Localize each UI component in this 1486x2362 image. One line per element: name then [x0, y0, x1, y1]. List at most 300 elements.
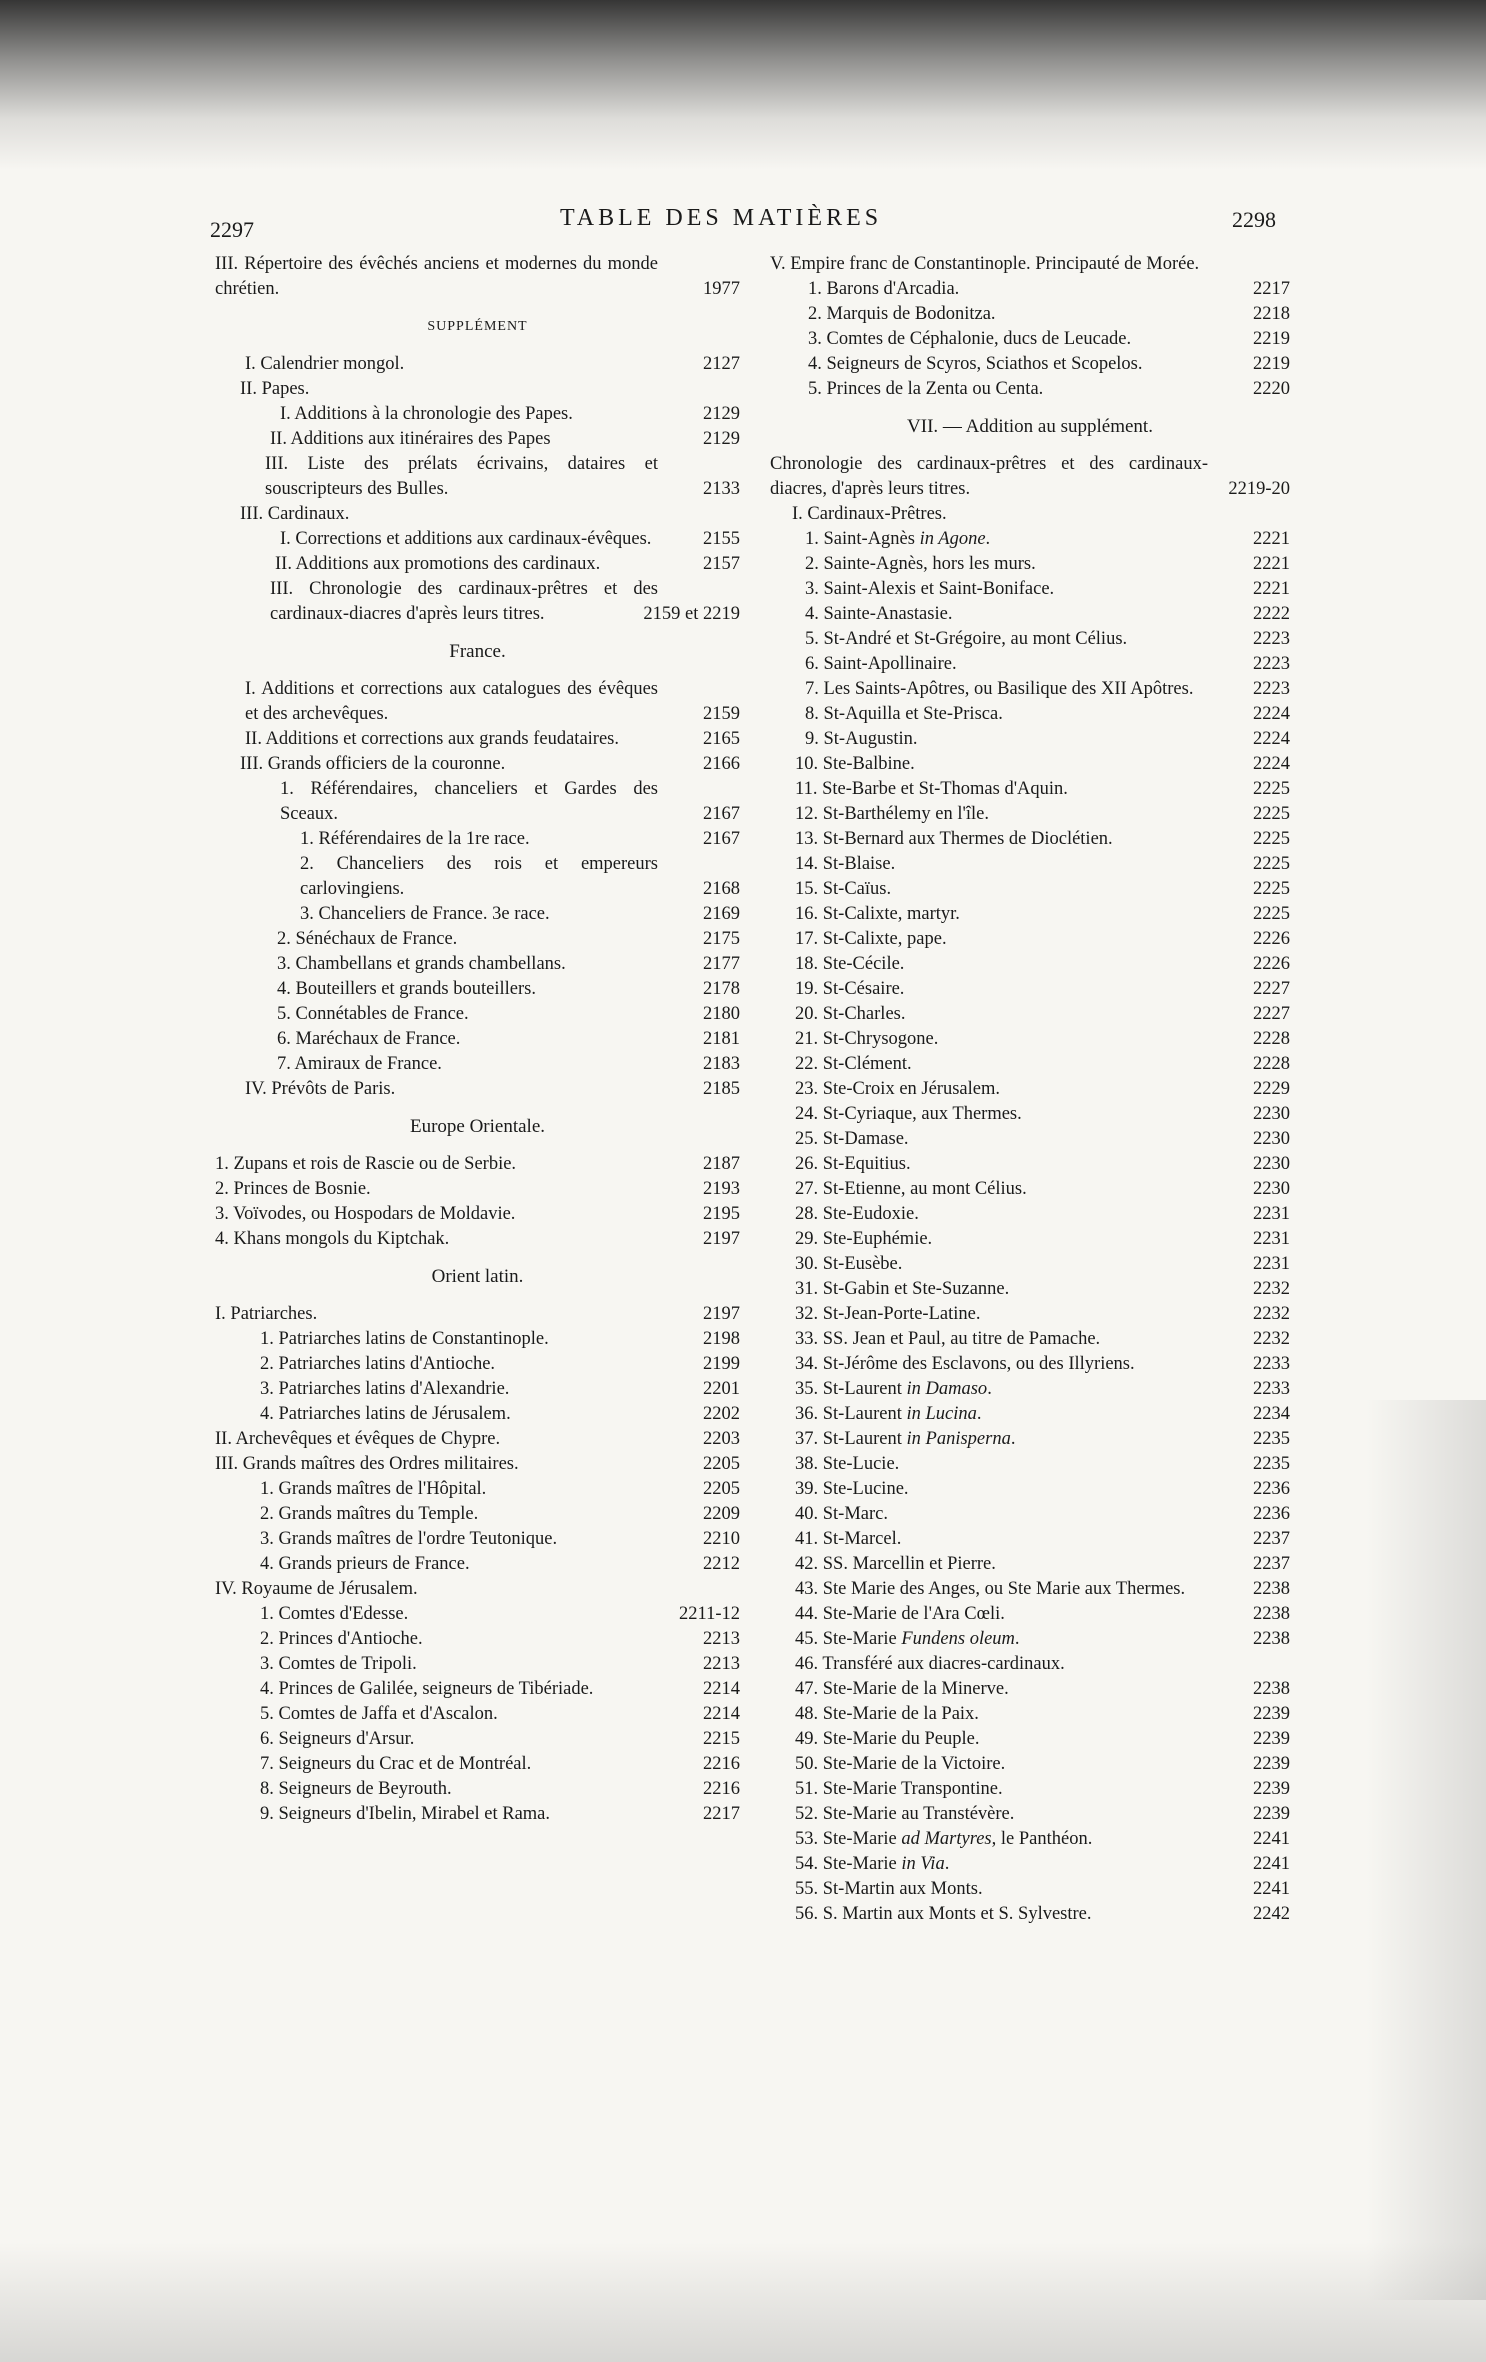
toc-entry — [215, 927, 740, 952]
toc-entry — [215, 1402, 740, 1427]
toc-entry-label: 4. Khans mongols du Kiptchak. — [215, 1229, 450, 1249]
toc-entry-label: 4. Grands prieurs de France. — [260, 1554, 470, 1574]
toc-page-number: 2166 — [703, 754, 740, 774]
toc-entry-label: 29. Ste-Euphémie. — [795, 1229, 933, 1249]
toc-entry — [770, 877, 1290, 902]
toc-page-number: 2218 — [1253, 304, 1290, 324]
toc-entry-label: 3. Voïvodes, ou Hospodars de Moldavie. — [215, 1204, 516, 1224]
toc-entry-label: 2. Princes d'Antioche. — [260, 1629, 423, 1649]
toc-page-number: 2231 — [1253, 1229, 1290, 1249]
toc-entry-label: 1. Barons d'Arcadia. — [808, 279, 960, 299]
scan-shadow-right — [1366, 1400, 1486, 2300]
toc-entry-label: 8. Seigneurs de Beyrouth. — [260, 1779, 452, 1799]
toc-entry — [770, 777, 1290, 802]
toc-page-number: 2180 — [703, 1004, 740, 1024]
toc-page-number: 2215 — [703, 1729, 740, 1749]
toc-page-number: 2165 — [703, 729, 740, 749]
toc-entry — [215, 1302, 740, 1327]
toc-entry-label: 25. St-Damase. — [795, 1129, 909, 1149]
scan-shadow-bottom — [0, 2242, 1486, 2362]
toc-entry — [770, 902, 1290, 927]
toc-entry-label: Chronologie des cardinaux-prêtres et des cardinaux-diacres, d'après leurs titres. — [770, 454, 1208, 499]
toc-page-number: 2213 — [703, 1654, 740, 1674]
toc-entry-label: II. Archevêques et évêques de Chypre. — [215, 1429, 501, 1449]
toc-entry-label: 19. St-Césaire. — [795, 979, 905, 999]
toc-page-number: 2203 — [703, 1429, 740, 1449]
toc-entry-label: I. Additions et corrections aux catalogues des évêques et des archevêques. — [245, 679, 658, 724]
toc-entry-label: 4. Sainte-Anastasie. — [805, 604, 953, 624]
toc-page-number: 2230 — [1253, 1179, 1290, 1199]
toc-entry — [770, 1477, 1290, 1502]
toc-entry — [215, 1077, 740, 1102]
toc-entry — [770, 1202, 1290, 1227]
toc-entry-label: 5. Connétables de France. — [277, 1004, 469, 1024]
toc-page-number: 2223 — [1253, 654, 1290, 674]
toc-entry — [770, 1577, 1290, 1602]
toc-page-number: 2230 — [1253, 1154, 1290, 1174]
toc-page-number: 2199 — [703, 1354, 740, 1374]
toc-entry-label: 44. Ste-Marie de l'Ara Cœli. — [795, 1604, 1005, 1624]
toc-entry-label: IV. Royaume de Jérusalem. — [215, 1579, 418, 1599]
toc-entry — [770, 752, 1290, 777]
toc-entry — [215, 1502, 740, 1527]
toc-entry — [770, 1877, 1290, 1902]
toc-entry-label: 41. St-Marcel. — [795, 1529, 902, 1549]
toc-entry — [215, 1427, 740, 1452]
toc-entry-label: III. Cardinaux. — [240, 504, 350, 524]
toc-entry-label: 35. St-Laurent in Damaso. — [795, 1379, 992, 1399]
toc-entry — [770, 727, 1290, 752]
toc-page-number: 2234 — [1253, 1404, 1290, 1424]
toc-page-number: 2210 — [703, 1529, 740, 1549]
toc-page-number: 2238 — [1253, 1679, 1290, 1699]
toc-entry-label: 52. Ste-Marie au Transtévère. — [795, 1804, 1015, 1824]
toc-page-number: 2177 — [703, 954, 740, 974]
toc-entry-label: 1. Comtes d'Edesse. — [260, 1604, 409, 1624]
toc-entry — [215, 952, 740, 977]
toc-entry-label: 32. St-Jean-Porte-Latine. — [795, 1304, 981, 1324]
toc-entry-label: 22. St-Clément. — [795, 1054, 912, 1074]
toc-page-number: 2197 — [703, 1229, 740, 1249]
toc-entry — [770, 952, 1290, 977]
toc-entry-label: 31. St-Gabin et Ste-Suzanne. — [795, 1279, 1010, 1299]
toc-page-number: 2239 — [1253, 1754, 1290, 1774]
toc-entry-label: 12. St-Barthélemy en l'île. — [795, 804, 989, 824]
toc-page-number: 2213 — [703, 1629, 740, 1649]
toc-entry-label: 28. Ste-Eudoxie. — [795, 1204, 919, 1224]
toc-entry-label: 7. Les Saints-Apôtres, ou Basilique des XII Apôtres. — [805, 679, 1194, 699]
toc-entry — [770, 252, 1290, 277]
toc-entry — [215, 1552, 740, 1577]
toc-entry — [770, 1127, 1290, 1152]
toc-entry — [215, 827, 740, 852]
toc-entry — [770, 1602, 1290, 1627]
toc-entry — [215, 1677, 740, 1702]
toc-entry — [215, 727, 740, 752]
toc-page-number: 2238 — [1253, 1604, 1290, 1624]
running-title: TABLE DES MATIÈRES — [560, 205, 883, 231]
toc-entry — [215, 1452, 740, 1477]
toc-entry-label: I. Cardinaux-Prêtres. — [792, 504, 947, 524]
toc-entry — [770, 302, 1290, 327]
toc-entry-label: II. Additions aux promotions des cardinaux. — [275, 554, 601, 574]
toc-entry-label: 55. St-Martin aux Monts. — [795, 1879, 983, 1899]
toc-entry — [770, 1527, 1290, 1552]
toc-entry — [215, 1002, 740, 1027]
toc-entry-italic: ad Martyres — [901, 1829, 992, 1849]
toc-entry-label: 5. Princes de la Zenta ou Centa. — [808, 379, 1044, 399]
toc-entry — [770, 1427, 1290, 1452]
toc-page-number: 2232 — [1253, 1304, 1290, 1324]
toc-entry-label: 5. Comtes de Jaffa et d'Ascalon. — [260, 1704, 498, 1724]
toc-entry — [215, 352, 740, 377]
toc-entry — [770, 627, 1290, 652]
toc-entry — [215, 427, 740, 452]
toc-entry — [770, 1227, 1290, 1252]
toc-entry-label: 18. Ste-Cécile. — [795, 954, 905, 974]
toc-entry-italic: in Via — [901, 1854, 945, 1874]
toc-entry — [215, 977, 740, 1002]
toc-entry-label: 20. St-Charles. — [795, 1004, 906, 1024]
toc-page-number: 2198 — [703, 1329, 740, 1349]
toc-entry-label: 45. Ste-Marie Fundens oleum. — [795, 1629, 1020, 1649]
toc-entry — [770, 1802, 1290, 1827]
toc-entry — [770, 352, 1290, 377]
toc-page-number: 2220 — [1253, 379, 1290, 399]
toc-page-number: 2237 — [1253, 1554, 1290, 1574]
toc-entry — [770, 1902, 1290, 1927]
toc-entry — [215, 1627, 740, 1652]
toc-page-number: 2157 — [703, 554, 740, 574]
section-heading: Europe Orientale. — [409, 1116, 546, 1137]
toc-entry-label: 16. St-Calixte, martyr. — [795, 904, 960, 924]
toc-entry-label: 1. Référendaires, chanceliers et Gardes des Sceaux. — [280, 779, 658, 824]
toc-entry — [770, 927, 1290, 952]
toc-entry-label: II. Papes. — [240, 379, 310, 399]
toc-entry — [215, 1477, 740, 1502]
toc-page-number: 2241 — [1253, 1854, 1290, 1874]
toc-entry-label: 9. Seigneurs d'Ibelin, Mirabel et Rama. — [260, 1804, 551, 1824]
toc-page-number: 2223 — [1253, 679, 1290, 699]
toc-page-number: 2224 — [1253, 704, 1290, 724]
toc-page-number: 2225 — [1253, 904, 1290, 924]
toc-entry — [770, 1027, 1290, 1052]
toc-entry — [770, 577, 1290, 602]
toc-entry — [215, 1152, 740, 1177]
toc-page-number: 2168 — [703, 879, 740, 899]
toc-entry — [215, 1177, 740, 1202]
toc-entry-label: 9. St-Augustin. — [805, 729, 918, 749]
toc-entry-label: III. Chronologie des cardinaux-prêtres et des cardinaux-diacres d'après leurs titres. — [270, 579, 658, 624]
toc-page-number: 1977 — [703, 279, 740, 299]
toc-entry — [770, 552, 1290, 577]
toc-entry-label: 1. Saint-Agnès in Agone. — [805, 529, 991, 549]
section-heading: Orient latin. — [431, 1266, 524, 1287]
toc-entry-label: 26. St-Equitius. — [795, 1154, 911, 1174]
toc-entry — [770, 1402, 1290, 1427]
toc-page-number: 2238 — [1253, 1629, 1290, 1649]
toc-entry-label: 42. SS. Marcellin et Pierre. — [795, 1554, 996, 1574]
toc-entry-label: III. Répertoire des évêchés anciens et modernes du monde chrétien. — [215, 254, 658, 299]
toc-page-number: 2232 — [1253, 1279, 1290, 1299]
toc-entry-label: 1. Grands maîtres de l'Hôpital. — [260, 1479, 487, 1499]
toc-page-number: 2133 — [703, 479, 740, 499]
toc-entry-label: 1. Patriarches latins de Constantinople. — [260, 1329, 549, 1349]
toc-entry-label: 6. Seigneurs d'Arsur. — [260, 1729, 415, 1749]
toc-page-number: 2214 — [703, 1679, 740, 1699]
toc-entry — [770, 1052, 1290, 1077]
toc-page-number: 2155 — [703, 529, 740, 549]
toc-page-number: 2225 — [1253, 779, 1290, 799]
toc-entry — [215, 1702, 740, 1727]
toc-entry — [770, 277, 1290, 302]
toc-entry-label: 4. Princes de Galilée, seigneurs de Tibériade. — [260, 1679, 594, 1699]
toc-page-number: 2226 — [1253, 954, 1290, 974]
toc-page-number: 2239 — [1253, 1729, 1290, 1749]
toc-page-number: 2225 — [1253, 879, 1290, 899]
toc-entry-label: I. Additions à la chronologie des Papes. — [280, 404, 573, 424]
toc-entry — [215, 377, 740, 402]
toc-entry — [215, 852, 740, 902]
toc-entry-label: 3. Saint-Alexis et Saint-Boniface. — [805, 579, 1055, 599]
toc-entry-label: 47. Ste-Marie de la Minerve. — [795, 1679, 1009, 1699]
toc-page-number: 2227 — [1253, 1004, 1290, 1024]
page-header — [0, 205, 1486, 245]
toc-entry — [215, 1027, 740, 1052]
toc-entry-label: 48. Ste-Marie de la Paix. — [795, 1704, 979, 1724]
toc-entry — [770, 602, 1290, 627]
toc-page-number: 2217 — [703, 1804, 740, 1824]
toc-entry — [215, 402, 740, 427]
toc-entry — [215, 902, 740, 927]
toc-page-number: 2209 — [703, 1504, 740, 1524]
toc-entry-label: 6. Saint-Apollinaire. — [805, 654, 957, 674]
toc-entry — [770, 1302, 1290, 1327]
toc-entry-label: 2. Princes de Bosnie. — [215, 1179, 371, 1199]
toc-page-number: 2225 — [1253, 804, 1290, 824]
toc-entry — [215, 502, 740, 527]
toc-entry — [770, 452, 1290, 502]
toc-page-number: 2230 — [1253, 1104, 1290, 1124]
toc-entry — [215, 1202, 740, 1227]
toc-page-number: 2175 — [703, 929, 740, 949]
toc-page-number: 2202 — [703, 1404, 740, 1424]
toc-entry-label: 1. Zupans et rois de Rascie ou de Serbie. — [215, 1154, 517, 1174]
toc-entry — [770, 377, 1290, 402]
section-heading: France. — [449, 641, 506, 662]
toc-entry — [770, 327, 1290, 352]
toc-entry-label: 40. St-Marc. — [795, 1504, 888, 1524]
toc-entry — [770, 1852, 1290, 1877]
toc-page-number: 2233 — [1253, 1379, 1290, 1399]
toc-page-number: 2235 — [1253, 1429, 1290, 1449]
toc-page-number: 2219 — [1253, 354, 1290, 374]
toc-entry — [215, 777, 740, 827]
toc-entry — [215, 527, 740, 552]
toc-entry — [215, 1602, 740, 1627]
toc-entry-label: 14. St-Blaise. — [795, 854, 896, 874]
toc-entry-label: 6. Maréchaux de France. — [277, 1029, 461, 1049]
toc-entry-label: 27. St-Etienne, au mont Célius. — [795, 1179, 1027, 1199]
toc-entry — [215, 1352, 740, 1377]
toc-page-number: 2127 — [703, 354, 740, 374]
toc-entry — [770, 1752, 1290, 1777]
toc-page-number: 2241 — [1253, 1829, 1290, 1849]
toc-entry — [770, 1252, 1290, 1277]
toc-entry-label: 8. St-Aquilla et Ste-Prisca. — [805, 704, 1003, 724]
toc-page-number: 2239 — [1253, 1779, 1290, 1799]
toc-entry-label: III. Grands maîtres des Ordres militaires. — [215, 1454, 519, 1474]
toc-entry — [770, 677, 1290, 702]
toc-entry-label: 10. Ste-Balbine. — [795, 754, 915, 774]
section-heading: VII. — Addition au supplément. — [907, 416, 1153, 437]
toc-page-number: 2129 — [703, 404, 740, 424]
toc-entry — [770, 1552, 1290, 1577]
toc-page-number: 2159 — [703, 704, 740, 724]
toc-entry — [215, 452, 740, 502]
toc-entry — [770, 702, 1290, 727]
toc-entry — [215, 252, 740, 302]
toc-entry — [770, 1652, 1290, 1677]
page-number-right: 2298 — [1232, 207, 1276, 232]
toc-entry-italic: in Agone — [919, 529, 986, 549]
toc-entry — [770, 1077, 1290, 1102]
toc-page-number: 2225 — [1253, 829, 1290, 849]
scan-shadow-top — [0, 0, 1486, 170]
toc-page-number: 2226 — [1253, 929, 1290, 949]
toc-entry-label: II. Additions et corrections aux grands feudataires. — [245, 729, 619, 749]
toc-entry — [770, 527, 1290, 552]
toc-entry — [770, 852, 1290, 877]
toc-entry-label: 50. Ste-Marie de la Victoire. — [795, 1754, 1006, 1774]
toc-entry-label: V. Empire franc de Constantinople. Principauté de Morée. — [770, 254, 1200, 274]
left-column — [215, 252, 740, 1827]
toc-page-number: 2231 — [1253, 1204, 1290, 1224]
toc-entry — [770, 1777, 1290, 1802]
toc-entry — [770, 1827, 1290, 1852]
toc-entry-label: 2. Sainte-Agnès, hors les murs. — [805, 554, 1036, 574]
toc-entry — [770, 1627, 1290, 1652]
toc-entry — [770, 652, 1290, 677]
toc-entry — [770, 1327, 1290, 1352]
toc-entry-label: 3. Patriarches latins d'Alexandrie. — [260, 1379, 510, 1399]
toc-page-number: 2205 — [703, 1479, 740, 1499]
toc-entry-label: I. Calendrier mongol. — [245, 354, 405, 374]
toc-entry-label: 51. Ste-Marie Transpontine. — [795, 1779, 1003, 1799]
toc-entry — [215, 1752, 740, 1777]
toc-entry-label: 2. Marquis de Bodonitza. — [808, 304, 996, 324]
toc-entry — [770, 1677, 1290, 1702]
toc-entry-label: 36. St-Laurent in Lucina. — [795, 1404, 982, 1424]
right-column — [770, 252, 1290, 1927]
toc-page-number: 2159 et 2219 — [643, 604, 740, 624]
toc-page-number: 2230 — [1253, 1129, 1290, 1149]
toc-entry-label: 2. Grands maîtres du Temple. — [260, 1504, 479, 1524]
toc-page-number: 2236 — [1253, 1504, 1290, 1524]
toc-entry-label: 38. Ste-Lucie. — [795, 1454, 900, 1474]
toc-entry-italic: in Damaso — [906, 1379, 988, 1399]
toc-page-number: 2169 — [703, 904, 740, 924]
toc-entry — [215, 1727, 740, 1752]
toc-entry-label: 1. Référendaires de la 1re race. — [300, 829, 530, 849]
toc-page-number: 2227 — [1253, 979, 1290, 999]
toc-page-number: 2237 — [1253, 1529, 1290, 1549]
toc-page-number: 2221 — [1253, 554, 1290, 574]
toc-entry — [770, 1702, 1290, 1727]
toc-page-number: 2181 — [703, 1029, 740, 1049]
toc-page-number: 2129 — [703, 429, 740, 449]
toc-entry-label: 2. Sénéchaux de France. — [277, 929, 458, 949]
toc-entry-label: IV. Prévôts de Paris. — [245, 1079, 396, 1099]
toc-entry-label: 23. Ste-Croix en Jérusalem. — [795, 1079, 1000, 1099]
toc-page-number: 2178 — [703, 979, 740, 999]
toc-entry-label: 33. SS. Jean et Paul, au titre de Pamache. — [795, 1329, 1101, 1349]
toc-entry-label: 13. St-Bernard aux Thermes de Dioclétien. — [795, 829, 1113, 849]
toc-entry — [215, 1802, 740, 1827]
toc-entry-label: 37. St-Laurent in Panisperna. — [795, 1429, 1016, 1449]
toc-entry-label: 4. Seigneurs de Scyros, Sciathos et Scopelos. — [808, 354, 1143, 374]
toc-page-number: 2221 — [1253, 529, 1290, 549]
toc-page-number: 2242 — [1253, 1904, 1290, 1924]
toc-entry — [770, 802, 1290, 827]
toc-page-number: 2197 — [703, 1304, 740, 1324]
toc-page-number: 2219 — [1253, 329, 1290, 349]
toc-entry-label: 3. Chambellans et grands chambellans. — [277, 954, 566, 974]
toc-entry-label: 53. Ste-Marie ad Martyres, le Panthéon. — [795, 1829, 1093, 1849]
toc-page-number: 2201 — [703, 1379, 740, 1399]
toc-page-number: 2193 — [703, 1179, 740, 1199]
toc-entry — [215, 1577, 740, 1602]
toc-page-number: 2221 — [1253, 579, 1290, 599]
toc-page-number: 2167 — [703, 829, 740, 849]
toc-entry-label: 4. Patriarches latins de Jérusalem. — [260, 1404, 511, 1424]
toc-entry-label: 11. Ste-Barbe et St-Thomas d'Aquin. — [795, 779, 1068, 799]
toc-page-number: 2238 — [1253, 1579, 1290, 1599]
toc-entry-label: 46. Transféré aux diacres-cardinaux. — [795, 1654, 1065, 1674]
toc-page-number: 2212 — [703, 1554, 740, 1574]
toc-entry — [215, 1652, 740, 1677]
toc-entry — [215, 1777, 740, 1802]
toc-entry-label: 3. Comtes de Céphalonie, ducs de Leucade. — [808, 329, 1132, 349]
toc-entry-italic: Fundens oleum — [901, 1629, 1015, 1649]
toc-page-number: 2235 — [1253, 1454, 1290, 1474]
toc-page-number: 2232 — [1253, 1329, 1290, 1349]
toc-entry — [215, 752, 740, 777]
toc-entry-label: 30. St-Eusèbe. — [795, 1254, 903, 1274]
toc-entry — [215, 1377, 740, 1402]
toc-entry — [770, 1377, 1290, 1402]
toc-entry — [215, 1327, 740, 1352]
toc-entry — [770, 1502, 1290, 1527]
toc-page-number: 2225 — [1253, 854, 1290, 874]
toc-entry-label: 7. Amiraux de France. — [277, 1054, 442, 1074]
toc-entry — [770, 1352, 1290, 1377]
toc-entry-label: 34. St-Jérôme des Esclavons, ou des Illyriens. — [795, 1354, 1135, 1374]
toc-entry-label: I. Corrections et additions aux cardinaux-évêques. — [280, 529, 652, 549]
toc-entry-label: III. Grands officiers de la couronne. — [240, 754, 506, 774]
toc-page-number: 2219-20 — [1228, 479, 1290, 499]
toc-entry-label: 43. Ste Marie des Anges, ou Ste Marie aux Thermes. — [795, 1579, 1186, 1599]
toc-entry-label: 24. St-Cyriaque, aux Thermes. — [795, 1104, 1022, 1124]
toc-page-number: 2185 — [703, 1079, 740, 1099]
toc-entry — [215, 1052, 740, 1077]
toc-entry — [770, 1727, 1290, 1752]
page-number-left: 2297 — [210, 217, 254, 242]
toc-page-number: 2187 — [703, 1154, 740, 1174]
toc-page-number: 2216 — [703, 1754, 740, 1774]
toc-page-number: 2211-12 — [679, 1604, 740, 1624]
section-heading: SUPPLÉMENT — [427, 319, 528, 334]
